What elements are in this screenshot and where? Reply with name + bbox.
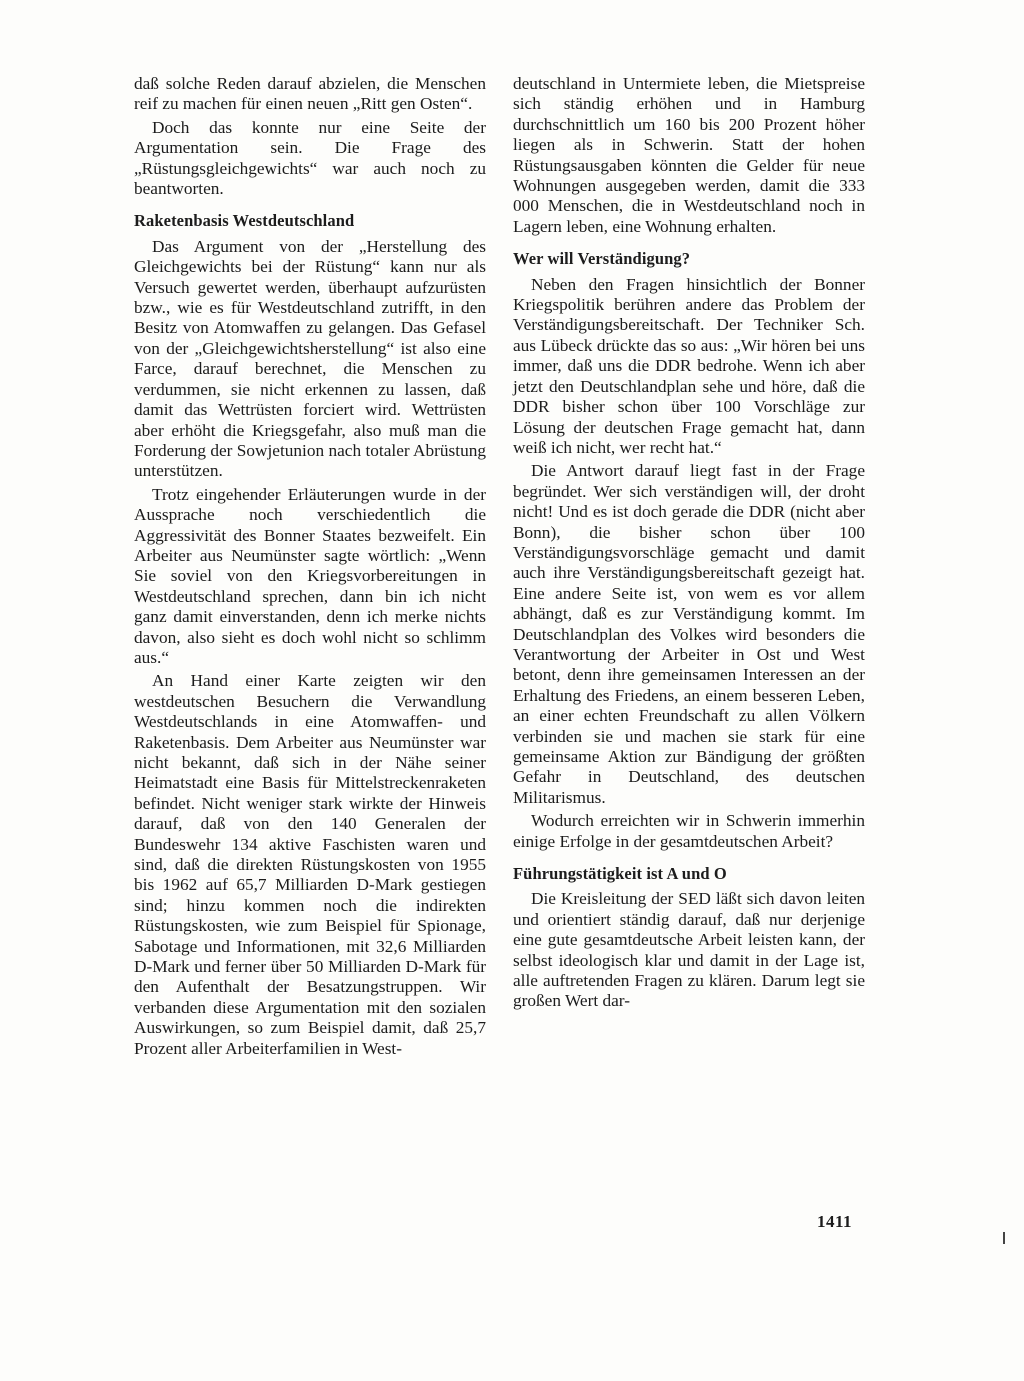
page-number: 1411 xyxy=(817,1212,853,1231)
paragraph: Die Antwort darauf liegt fast in der Frage begründet. Wer sich verständigen will, der droht nicht! Und es ist doch gerade die DDR (nicht aber Bonn), die bisher schon über 100 Verständigungsvorschläge gemacht und damit auch ihre Verständigungsbereitschaft gezeigt hat. Eine andere Seite ist, von wem es vor allem abhängt, daß es zur Verständigung kommt. Im Deutschlandplan des Volkes wird besonders die Verantwortung der Arbeiter in Ost und West betont, denn ihre gemeinsamen Interessen an der Erhaltung des Friedens, an einem besseren Leben, an einer echten Freundschaft zu allen Völkern verbinden sie und machen sie stark für eine gemeinsame Aktion zur Bändigung der größten Gefahr in Deutschland, des deutschen Militarismus. xyxy=(513,461,865,807)
paragraph: Neben den Fragen hinsichtlich der Bonner Kriegspolitik berühren andere das Problem der Verständigungsbereitschaft. Der Techniker Sch. aus Lübeck drückte das so aus: „Wir hören bei uns immer, daß uns die DDR bedrohe. Wenn ich aber jetzt den Deutschlandplan sehe und höre, daß die DDR bisher schon über 100 Vorschläge zur Lösung der deutschen Frage gemacht hat, dann weiß ich nicht, wer recht hat.“ xyxy=(513,274,865,457)
paragraph: Doch das konnte nur eine Seite der Argumentation sein. Die Frage des „Rüstungsgleichgewichts“ war auch noch zu beantworten. xyxy=(134,117,486,199)
right-column xyxy=(513,74,865,1012)
section-heading: Raketenbasis Westdeutschland xyxy=(134,211,355,231)
scan-edge-mark xyxy=(1003,1232,1005,1244)
left-column xyxy=(134,74,486,1059)
paragraph: Trotz eingehender Erläuterungen wurde in der Aussprache noch verschiedentlich die Aggressivität des Bonner Staates bezweifelt. Ein Arbeiter aus Neumünster sagte wörtlich: „Wenn Sie soviel von den Kriegsvorbereitungen in Westdeutschland sprechen, dann bin ich nicht ganz damit einverstanden, denn ich merke nichts davon, also sieht es doch wohl nicht so schlimm aus.“ xyxy=(134,484,486,667)
section-heading: Wer will Verständigung? xyxy=(513,249,691,269)
paragraph: deutschland in Untermiete leben, die Mietspreise sich ständig erhöhen und in Hamburg durchschnittlich um 160 bis 200 Prozent höher liegen als in Schwerin. Statt der hohen Rüstungsausgaben könnten die Gelder für neue Wohnungen ausgegeben werden, damit die 333 000 Menschen, die in Westdeutschland noch in Lagern leben, eine Wohnung erhalten. xyxy=(513,74,865,236)
section-heading: Führungstätigkeit ist A und O xyxy=(513,864,727,884)
paragraph: daß solche Reden darauf abzielen, die Menschen reif zu machen für einen neuen „Ritt gen Osten“. xyxy=(134,74,486,114)
paragraph: Die Kreisleitung der SED läßt sich davon leiten und orientiert ständig darauf, daß nur derjenige eine gute gesamtdeutsche Arbeit leisten kann, der selbst ideologisch klar und damit in der Lage ist, alle auftretenden Fragen zu klären. Darum legt sie großen Wert dar- xyxy=(513,889,865,1011)
paragraph: An Hand einer Karte zeigten wir den westdeutschen Besuchern die Verwandlung Westdeutschlands in eine Atomwaffen- und Raketenbasis. Dem Arbeiter aus Neumünster war nicht bekannt, daß sich in der Nähe seiner Heimatstadt eine Basis für Mittelstreckenraketen befindet. Nicht weniger stark wirkte der Hinweis darauf, daß von den 140 Generalen der Bundeswehr 134 aktive Faschisten waren und sind, daß die direkten Rüstungskosten von 1955 bis 1962 auf 65,7 Milliarden D-Mark gestiegen sind; hinzu kommen noch die indirekten Rüstungskosten, wie zum Beispiel für Spionage, Sabotage und Informationen, mit 32,6 Milliarden D-Mark und ferner über 50 Milliarden D-Mark für den Aufenthalt der Besatzungstruppen. Wir verbanden diese Argumentation mit den sozialen Auswirkungen, so zum Beispiel damit, daß 25,7 Prozent aller Arbeiterfamilien in West- xyxy=(134,671,486,1058)
paragraph: Wodurch erreichten wir in Schwerin immerhin einige Erfolge in der gesamtdeutschen Arbeit? xyxy=(513,811,865,851)
paragraph: Das Argument von der „Herstellung des Gleichgewichts bei der Rüstung“ kann nur als Versuch gewertet werden, überhaupt aufzurüsten bzw., wie es für Westdeutschland zutrifft, in den Besitz von Atomwaffen zu gelangen. Das Gefasel von der „Gleichgewichtsherstellung“ ist also eine Farce, darauf berechnet, die Menschen zu verdummen, sie nicht erkennen zu lassen, daß damit das Wettrüsten forciert wird. Wettrüsten aber erhöht die Kriegsgefahr, also muß man die Forderung der Sowjetunion nach totaler Abrüstung unterstützen. xyxy=(134,236,486,481)
